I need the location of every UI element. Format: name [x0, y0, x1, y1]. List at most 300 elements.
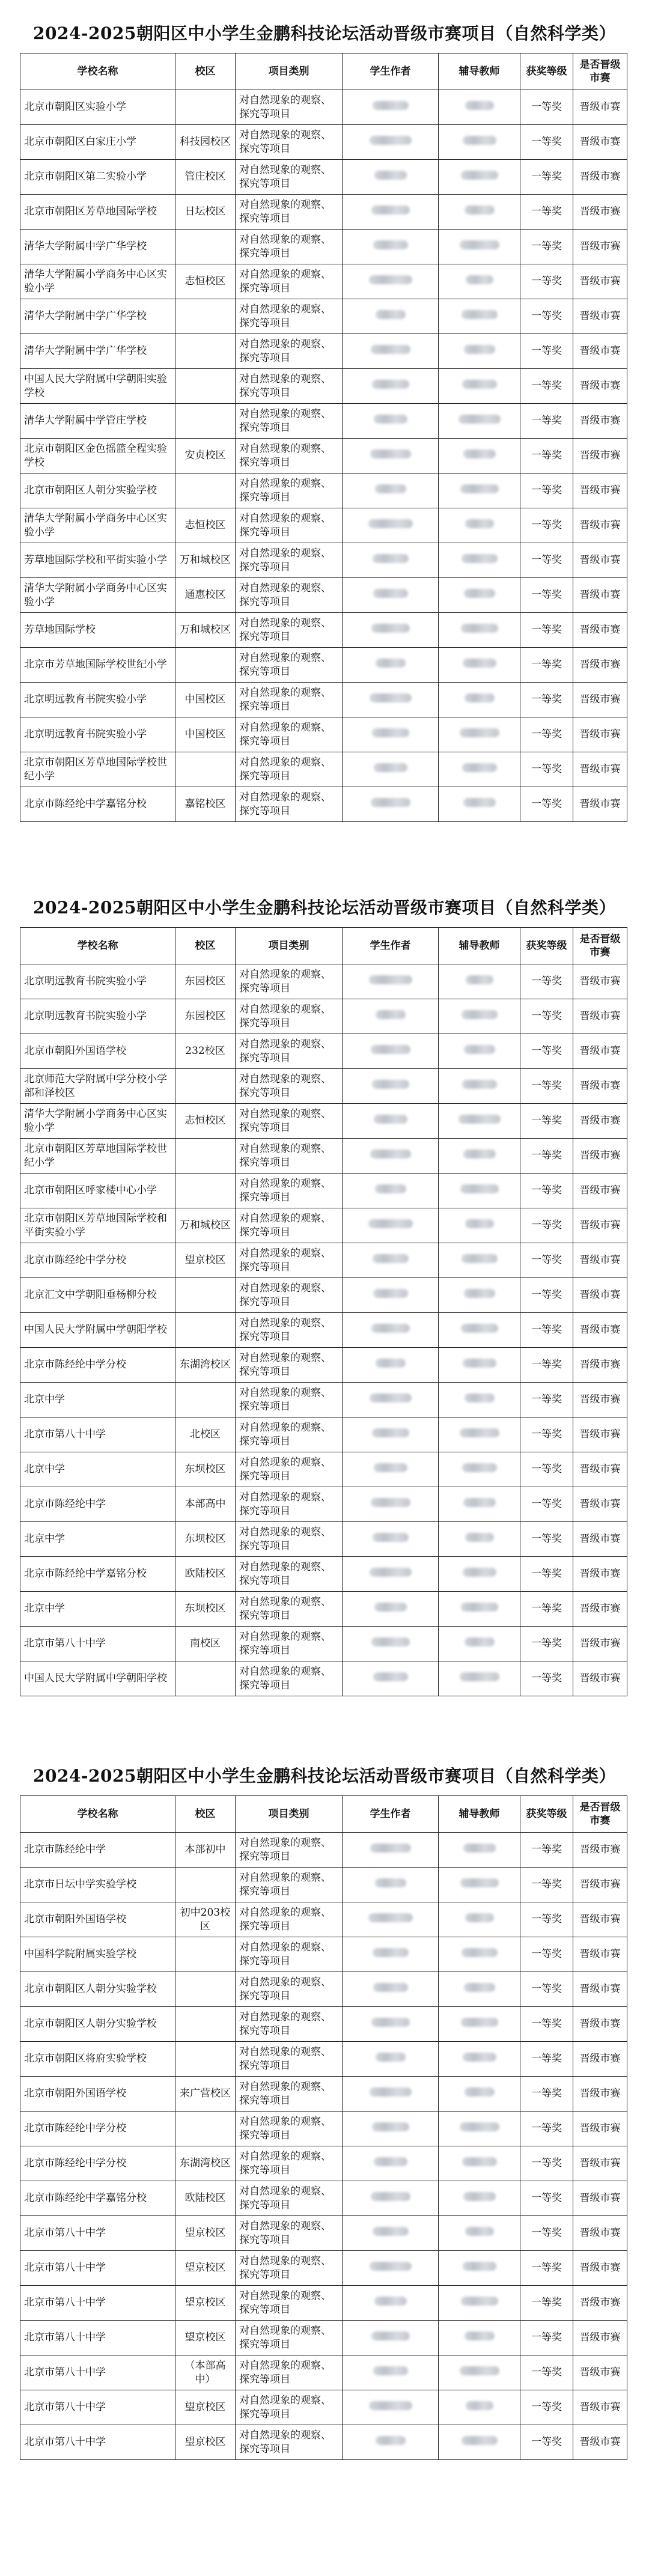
category-cell: 对自然现象的观察、探究等项目 — [236, 543, 343, 578]
column-header: 是否晋级市赛 — [573, 1796, 627, 1833]
advance-cell: 晋级市赛 — [573, 1313, 627, 1348]
category-cell: 对自然现象的观察、探究等项目 — [236, 1278, 343, 1313]
school-name-cell: 北京市日坛中学实验学校 — [20, 1868, 175, 1902]
advisor-teacher-redacted — [439, 299, 520, 334]
advance-cell: 晋级市赛 — [573, 2146, 627, 2181]
table-row — [20, 1104, 627, 1139]
school-name-cell: 北京市陈经纶中学 — [20, 1833, 175, 1868]
school-name-cell: 中国人民大学附属中学朝阳学校 — [20, 1313, 175, 1348]
redaction-blur — [465, 1219, 494, 1228]
category-cell: 对自然现象的观察、探究等项目 — [236, 2181, 343, 2216]
advisor-teacher-redacted — [439, 2425, 520, 2460]
column-header: 获奖等级 — [520, 53, 573, 90]
category-cell: 对自然现象的观察、探究等项目 — [236, 2112, 343, 2146]
campus-cell: （本部高中） — [175, 2355, 236, 2390]
category-cell: 对自然现象的观察、探究等项目 — [236, 473, 343, 508]
advisor-teacher-redacted — [439, 2355, 520, 2390]
advisor-teacher-redacted — [439, 264, 520, 299]
category-cell: 对自然现象的观察、探究等项目 — [236, 1348, 343, 1383]
advance-cell: 晋级市赛 — [573, 2112, 627, 2146]
table-row — [20, 1034, 627, 1069]
redaction-blur — [460, 1878, 499, 1887]
redaction-blur — [373, 1533, 409, 1542]
redaction-blur — [371, 1498, 410, 1507]
campus-cell: 中国校区 — [175, 717, 236, 752]
school-name-cell: 清华大学附属中学广华学校 — [20, 299, 175, 334]
school-name-cell: 北京市陈经纶中学分校 — [20, 1243, 175, 1278]
redaction-blur — [465, 1533, 494, 1542]
table-row — [20, 543, 627, 578]
advance-cell: 晋级市赛 — [573, 964, 627, 999]
student-author-redacted — [343, 2042, 439, 2077]
redaction-blur — [460, 240, 499, 249]
advisor-teacher-redacted — [439, 648, 520, 683]
campus-cell: 望京校区 — [175, 1243, 236, 1278]
student-author-redacted — [343, 160, 439, 195]
redaction-blur — [459, 415, 501, 424]
column-header: 学校名称 — [20, 1796, 175, 1833]
school-name-cell: 北京市第八十中学 — [20, 2251, 175, 2286]
student-author-redacted — [343, 1557, 439, 1592]
table-row — [20, 473, 627, 508]
redaction-blur — [371, 1045, 410, 1054]
category-cell: 对自然现象的观察、探究等项目 — [236, 2425, 343, 2460]
campus-cell — [175, 1069, 236, 1104]
award-level-cell: 一等奖 — [520, 2077, 573, 2112]
campus-cell: 东湖湾校区 — [175, 2146, 236, 2181]
column-header: 学校名称 — [20, 928, 175, 964]
award-level-cell: 一等奖 — [520, 1174, 573, 1208]
award-level-cell: 一等奖 — [520, 369, 573, 404]
advisor-teacher-redacted — [439, 2146, 520, 2181]
student-author-redacted — [343, 1417, 439, 1452]
category-cell: 对自然现象的观察、探究等项目 — [236, 1592, 343, 1627]
header-row — [20, 928, 627, 964]
redaction-blur — [466, 275, 493, 284]
category-cell: 对自然现象的观察、探究等项目 — [236, 230, 343, 264]
advance-cell: 晋级市赛 — [573, 1278, 627, 1313]
table-row — [20, 1139, 627, 1174]
category-cell: 对自然现象的观察、探究等项目 — [236, 2007, 343, 2042]
table-row — [20, 752, 627, 787]
advance-cell: 晋级市赛 — [573, 2355, 627, 2390]
redaction-blur — [374, 763, 407, 772]
school-name-cell: 清华大学附属小学商务中心区实验小学 — [20, 578, 175, 613]
advisor-teacher-redacted — [439, 2251, 520, 2286]
category-cell: 对自然现象的观察、探究等项目 — [236, 2146, 343, 2181]
column-header: 辅导教师 — [439, 928, 520, 964]
category-cell: 对自然现象的观察、探究等项目 — [236, 404, 343, 439]
award-level-cell: 一等奖 — [520, 230, 573, 264]
advance-cell: 晋级市赛 — [573, 2007, 627, 2042]
table-row — [20, 1592, 627, 1627]
student-author-redacted — [343, 1592, 439, 1627]
redaction-blur — [373, 2366, 408, 2375]
award-level-cell: 一等奖 — [520, 717, 573, 752]
school-name-cell: 北京明远教育书院实验小学 — [20, 683, 175, 717]
award-level-cell: 一等奖 — [520, 1522, 573, 1557]
award-level-cell: 一等奖 — [520, 2286, 573, 2321]
campus-cell: 东坝校区 — [175, 1522, 236, 1557]
campus-cell — [175, 334, 236, 369]
award-level-cell: 一等奖 — [520, 1592, 573, 1627]
redaction-blur — [464, 1983, 495, 1992]
column-header: 校区 — [175, 1796, 236, 1833]
table-row — [20, 1278, 627, 1313]
award-level-cell: 一等奖 — [520, 1902, 573, 1937]
student-author-redacted — [343, 1069, 439, 1104]
redaction-blur — [462, 380, 497, 389]
advance-cell: 晋级市赛 — [573, 1557, 627, 1592]
school-name-cell: 北京市第八十中学 — [20, 2286, 175, 2321]
redaction-blur — [466, 2401, 493, 2410]
advance-cell: 晋级市赛 — [573, 1104, 627, 1139]
school-name-cell: 北京市陈经纶中学分校 — [20, 1348, 175, 1383]
page-title: 2024-2025朝阳区中小学生金鹏科技论坛活动晋级市赛项目（自然科学类） — [33, 1766, 616, 1786]
student-author-redacted — [343, 613, 439, 648]
table-row — [20, 160, 627, 195]
redaction-blur — [368, 1913, 413, 1922]
advisor-teacher-redacted — [439, 2112, 520, 2146]
table-row — [20, 1452, 627, 1487]
category-cell: 对自然现象的观察、探究等项目 — [236, 717, 343, 752]
table-row — [20, 1348, 627, 1383]
award-level-cell: 一等奖 — [520, 2146, 573, 2181]
school-name-cell: 清华大学附属小学商务中心区实验小学 — [20, 1104, 175, 1139]
school-name-cell: 北京市朝阳区人朝分实验学校 — [20, 2007, 175, 2042]
student-author-redacted — [343, 1034, 439, 1069]
advance-cell: 晋级市赛 — [573, 1034, 627, 1069]
table-row — [20, 125, 627, 160]
campus-cell: 志恒校区 — [175, 264, 236, 299]
column-header: 项目类别 — [236, 928, 343, 964]
campus-cell — [175, 90, 236, 125]
category-cell: 对自然现象的观察、探究等项目 — [236, 1139, 343, 1174]
award-level-cell: 一等奖 — [520, 1104, 573, 1139]
redaction-blur — [461, 1603, 498, 1612]
advance-cell: 晋级市赛 — [573, 1972, 627, 2007]
redaction-blur — [368, 1219, 413, 1228]
award-level-cell: 一等奖 — [520, 999, 573, 1034]
student-author-redacted — [343, 1243, 439, 1278]
category-cell: 对自然现象的观察、探究等项目 — [236, 787, 343, 822]
advisor-teacher-redacted — [439, 1557, 520, 1592]
advisor-teacher-redacted — [439, 613, 520, 648]
category-cell: 对自然现象的观察、探究等项目 — [236, 613, 343, 648]
award-level-cell: 一等奖 — [520, 1627, 573, 1661]
student-author-redacted — [343, 1348, 439, 1383]
award-level-cell: 一等奖 — [520, 473, 573, 508]
school-name-cell: 清华大学附属小学商务中心区实验小学 — [20, 508, 175, 543]
award-level-cell: 一等奖 — [520, 2321, 573, 2355]
school-name-cell: 北京市朝阳外国语学校 — [20, 1902, 175, 1937]
campus-cell: 科技园校区 — [175, 125, 236, 160]
page-title: 2024-2025朝阳区中小学生金鹏科技论坛活动晋级市赛项目（自然科学类） — [33, 23, 616, 43]
advance-cell: 晋级市赛 — [573, 1243, 627, 1278]
advisor-teacher-redacted — [439, 1937, 520, 1972]
column-header: 项目类别 — [236, 1796, 343, 1833]
redaction-blur — [464, 589, 495, 598]
advisor-teacher-redacted — [439, 543, 520, 578]
redaction-blur — [465, 1913, 494, 1922]
category-cell: 对自然现象的观察、探究等项目 — [236, 999, 343, 1034]
award-level-cell: 一等奖 — [520, 1661, 573, 1696]
campus-cell: 望京校区 — [175, 2286, 236, 2321]
table-row — [20, 648, 627, 683]
redaction-blur — [465, 1637, 495, 1646]
advisor-teacher-redacted — [439, 1661, 520, 1696]
redaction-blur — [462, 2157, 497, 2166]
redaction-blur — [461, 1324, 498, 1333]
advance-cell: 晋级市赛 — [573, 1383, 627, 1417]
advisor-teacher-redacted — [439, 1522, 520, 1557]
redaction-blur — [374, 2157, 407, 2166]
category-cell: 对自然现象的观察、探究等项目 — [236, 648, 343, 683]
student-author-redacted — [343, 2286, 439, 2321]
redaction-blur — [370, 1568, 412, 1577]
table-row — [20, 683, 627, 717]
campus-cell: 欧陆校区 — [175, 1557, 236, 1592]
advance-cell: 晋级市赛 — [573, 1661, 627, 1696]
category-cell: 对自然现象的观察、探究等项目 — [236, 1174, 343, 1208]
school-name-cell: 北京市第八十中学 — [20, 2390, 175, 2425]
school-name-cell: 北京市朝阳区芳草地国际学校 — [20, 195, 175, 230]
table-row — [20, 1972, 627, 2007]
student-author-redacted — [343, 1868, 439, 1902]
award-level-cell: 一等奖 — [520, 1243, 573, 1278]
redaction-blur — [371, 1324, 410, 1333]
category-cell: 对自然现象的观察、探究等项目 — [236, 578, 343, 613]
redaction-blur — [375, 1184, 406, 1193]
redaction-blur — [370, 693, 412, 702]
student-author-redacted — [343, 439, 439, 473]
advisor-teacher-redacted — [439, 999, 520, 1034]
table-row — [20, 2286, 627, 2321]
award-level-cell: 一等奖 — [520, 90, 573, 125]
student-author-redacted — [343, 1833, 439, 1868]
student-author-redacted — [343, 2390, 439, 2425]
category-cell: 对自然现象的观察、探究等项目 — [236, 439, 343, 473]
student-author-redacted — [343, 1104, 439, 1139]
category-cell: 对自然现象的观察、探究等项目 — [236, 683, 343, 717]
school-name-cell: 北京市朝阳区人朝分实验学校 — [20, 473, 175, 508]
header-row — [20, 1796, 627, 1833]
redaction-blur — [370, 2262, 412, 2271]
category-cell: 对自然现象的观察、探究等项目 — [236, 1661, 343, 1696]
student-author-redacted — [343, 999, 439, 1034]
advisor-teacher-redacted — [439, 1452, 520, 1487]
school-name-cell: 北京市第八十中学 — [20, 1417, 175, 1452]
category-cell: 对自然现象的观察、探究等项目 — [236, 2355, 343, 2390]
category-cell: 对自然现象的观察、探究等项目 — [236, 1417, 343, 1452]
advisor-teacher-redacted — [439, 1104, 520, 1139]
advance-cell: 晋级市赛 — [573, 1522, 627, 1557]
award-level-cell: 一等奖 — [520, 334, 573, 369]
redaction-blur — [374, 2297, 407, 2306]
school-name-cell: 北京市朝阳区白家庄小学 — [20, 125, 175, 160]
table-row — [20, 90, 627, 125]
advisor-teacher-redacted — [439, 1034, 520, 1069]
campus-cell: 东湖湾校区 — [175, 1348, 236, 1383]
award-level-cell: 一等奖 — [520, 125, 573, 160]
redaction-blur — [371, 2192, 410, 2201]
campus-cell: 嘉铭校区 — [175, 787, 236, 822]
redaction-blur — [463, 1844, 496, 1853]
redaction-blur — [371, 2018, 410, 2027]
school-name-cell: 北京市朝阳外国语学校 — [20, 1034, 175, 1069]
student-author-redacted — [343, 1139, 439, 1174]
school-name-cell: 北京市朝阳区呼家楼中心小学 — [20, 1174, 175, 1208]
redaction-blur — [373, 1254, 409, 1263]
advance-cell: 晋级市赛 — [573, 648, 627, 683]
student-author-redacted — [343, 404, 439, 439]
campus-cell — [175, 2042, 236, 2077]
redaction-blur — [465, 2087, 495, 2096]
campus-cell: 望京校区 — [175, 2251, 236, 2286]
table-row — [20, 1069, 627, 1104]
award-level-cell: 一等奖 — [520, 1383, 573, 1417]
column-header: 学生作者 — [343, 928, 439, 964]
student-author-redacted — [343, 90, 439, 125]
redaction-blur — [373, 240, 408, 249]
award-level-cell: 一等奖 — [520, 1937, 573, 1972]
table-row — [20, 369, 627, 404]
category-cell: 对自然现象的观察、探究等项目 — [236, 369, 343, 404]
campus-cell — [175, 1278, 236, 1313]
table-row — [20, 2077, 627, 2112]
student-author-redacted — [343, 1487, 439, 1522]
advance-cell: 晋级市赛 — [573, 1417, 627, 1452]
school-name-cell: 北京市陈经纶中学嘉铭分校 — [20, 2181, 175, 2216]
redaction-blur — [370, 449, 411, 458]
advance-cell: 晋级市赛 — [573, 299, 627, 334]
school-name-cell: 北京汇文中学朝阳垂杨柳分校 — [20, 1278, 175, 1313]
award-level-cell: 一等奖 — [520, 578, 573, 613]
table-row — [20, 1627, 627, 1661]
award-level-cell: 一等奖 — [520, 1348, 573, 1383]
redaction-blur — [465, 206, 495, 215]
redaction-blur — [373, 1948, 409, 1957]
campus-cell — [175, 2007, 236, 2042]
advance-cell: 晋级市赛 — [573, 2216, 627, 2251]
advance-cell: 晋级市赛 — [573, 1902, 627, 1937]
campus-cell: 望京校区 — [175, 2425, 236, 2460]
school-name-cell: 清华大学附属中学广华学校 — [20, 334, 175, 369]
redaction-blur — [372, 1428, 409, 1437]
advisor-teacher-redacted — [439, 2216, 520, 2251]
redaction-blur — [370, 1393, 412, 1402]
advance-cell: 晋级市赛 — [573, 717, 627, 752]
redaction-blur — [462, 1010, 498, 1019]
redaction-blur — [461, 624, 498, 633]
campus-cell: 望京校区 — [175, 2216, 236, 2251]
award-level-cell: 一等奖 — [520, 1139, 573, 1174]
advisor-teacher-redacted — [439, 508, 520, 543]
redaction-blur — [370, 2087, 412, 2096]
campus-cell: 东坝校区 — [175, 1592, 236, 1627]
redaction-blur — [459, 1115, 501, 1124]
award-level-cell: 一等奖 — [520, 160, 573, 195]
award-level-cell: 一等奖 — [520, 2042, 573, 2077]
award-level-cell: 一等奖 — [520, 683, 573, 717]
table-row — [20, 404, 627, 439]
award-page — [0, 874, 649, 1691]
category-cell: 对自然现象的观察、探究等项目 — [236, 160, 343, 195]
table-row — [20, 1208, 627, 1243]
redaction-blur — [462, 310, 498, 319]
table-row — [20, 1417, 627, 1452]
redaction-blur — [460, 2366, 499, 2375]
advance-cell: 晋级市赛 — [573, 2077, 627, 2112]
advisor-teacher-redacted — [439, 230, 520, 264]
advance-cell: 晋级市赛 — [573, 1348, 627, 1383]
redaction-blur — [465, 2331, 495, 2340]
table-row — [20, 2146, 627, 2181]
table-row — [20, 1902, 627, 1937]
campus-cell: 万和城校区 — [175, 543, 236, 578]
campus-cell — [175, 230, 236, 264]
category-cell: 对自然现象的观察、探究等项目 — [236, 2286, 343, 2321]
student-author-redacted — [343, 1313, 439, 1348]
category-cell: 对自然现象的观察、探究等项目 — [236, 299, 343, 334]
student-author-redacted — [343, 1972, 439, 2007]
advance-cell: 晋级市赛 — [573, 404, 627, 439]
table-row — [20, 2251, 627, 2286]
campus-cell: 南校区 — [175, 1627, 236, 1661]
redaction-blur — [374, 1463, 407, 1472]
campus-cell — [175, 2112, 236, 2146]
column-header: 校区 — [175, 53, 236, 90]
award-level-cell: 一等奖 — [520, 439, 573, 473]
advance-cell: 晋级市赛 — [573, 90, 627, 125]
campus-cell: 东坝校区 — [175, 1452, 236, 1487]
award-level-cell: 一等奖 — [520, 1208, 573, 1243]
redaction-blur — [464, 345, 495, 354]
redaction-blur — [372, 380, 409, 389]
redaction-blur — [370, 1844, 411, 1853]
advisor-teacher-redacted — [439, 1243, 520, 1278]
campus-cell — [175, 1383, 236, 1417]
redaction-blur — [374, 1115, 407, 1124]
column-header: 辅导教师 — [439, 53, 520, 90]
advisor-teacher-redacted — [439, 1174, 520, 1208]
campus-cell — [175, 1868, 236, 1902]
advisor-teacher-redacted — [439, 369, 520, 404]
redaction-blur — [374, 415, 407, 424]
campus-cell: 万和城校区 — [175, 613, 236, 648]
category-cell: 对自然现象的观察、探究等项目 — [236, 1487, 343, 1522]
table-row — [20, 2216, 627, 2251]
category-cell: 对自然现象的观察、探究等项目 — [236, 195, 343, 230]
category-cell: 对自然现象的观察、探究等项目 — [236, 1313, 343, 1348]
student-author-redacted — [343, 543, 439, 578]
school-name-cell: 北京市朝阳区实验小学 — [20, 90, 175, 125]
school-name-cell: 北京市第八十中学 — [20, 2321, 175, 2355]
table-row — [20, 230, 627, 264]
student-author-redacted — [343, 1452, 439, 1487]
table-row — [20, 2425, 627, 2460]
redaction-blur — [465, 519, 494, 528]
category-cell: 对自然现象的观察、探究等项目 — [236, 2216, 343, 2251]
school-name-cell: 北京市第八十中学 — [20, 2425, 175, 2460]
school-name-cell: 北京市第八十中学 — [20, 1627, 175, 1661]
redaction-blur — [466, 975, 493, 984]
school-name-cell: 北京明远教育书院实验小学 — [20, 717, 175, 752]
award-level-cell: 一等奖 — [520, 2216, 573, 2251]
advance-cell: 晋级市赛 — [573, 999, 627, 1034]
redaction-blur — [461, 171, 498, 180]
redaction-blur — [460, 1672, 499, 1681]
